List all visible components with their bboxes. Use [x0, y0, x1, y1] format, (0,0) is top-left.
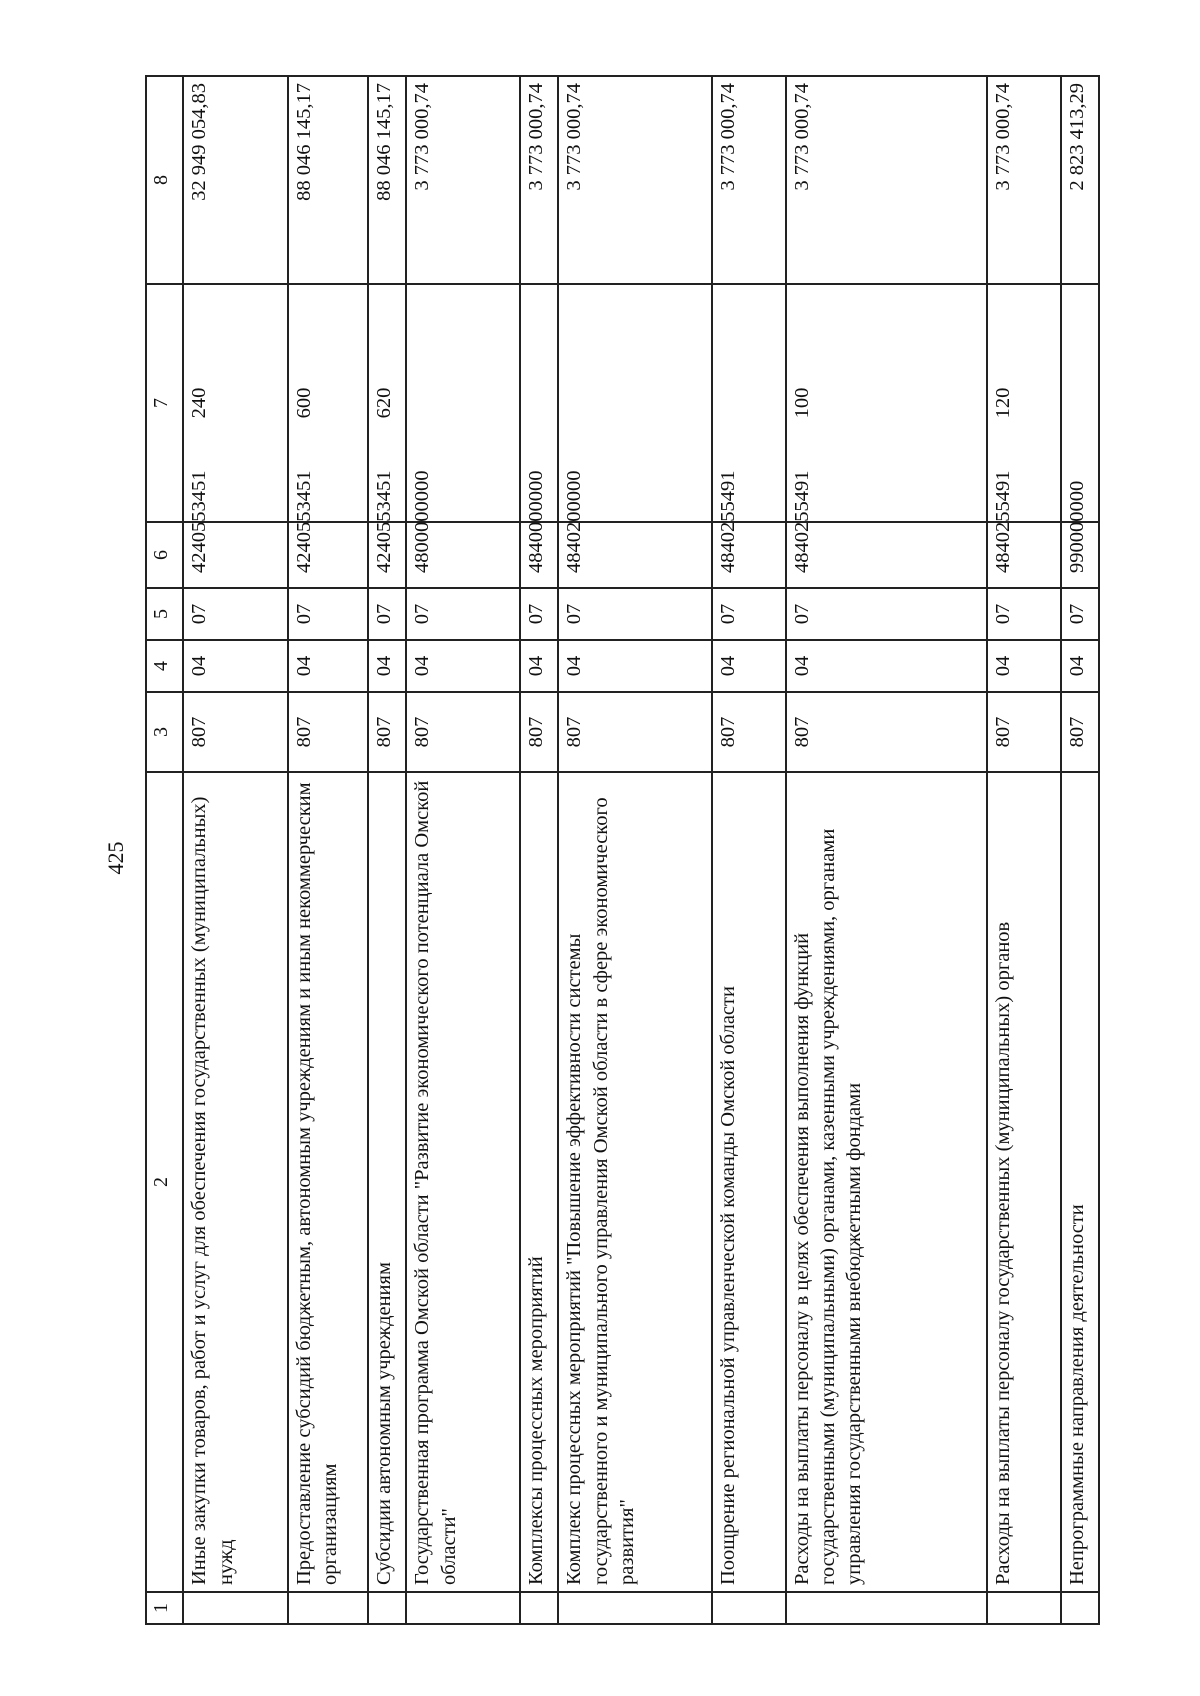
expense-name: Расходы на выплаты персоналу государственных (муниципальных) органов — [987, 772, 1060, 1592]
expense-name: Комплексы процессных мероприятий — [520, 772, 558, 1592]
section-code: 04 — [183, 640, 287, 692]
expense-name: Комплекс процессных мероприятий "Повышение эффективности системы государственного и муниципального управления Омской области в сфере экономического развития" — [558, 772, 712, 1592]
code-type: 0 — [411, 542, 434, 553]
ministry-code: 807 — [712, 692, 785, 772]
row-index-cell — [1061, 1592, 1099, 1624]
target-article-code — [183, 470, 287, 588]
col-header-3: 3 — [146, 692, 183, 772]
header-row — [146, 76, 183, 1624]
code-program: 48 — [992, 552, 1015, 573]
table-row — [786, 76, 987, 1624]
code-program: 42 — [292, 552, 315, 573]
col-header-6: 6 — [146, 522, 183, 588]
code-sub: 00 — [411, 521, 434, 543]
code-program: 48 — [790, 552, 813, 573]
ministry-code: 807 — [288, 692, 369, 772]
table-row — [558, 76, 712, 1624]
code-type: 4 — [292, 542, 315, 553]
section-code: 04 — [1061, 640, 1099, 692]
code-program: 48 — [411, 552, 434, 573]
code-sub: 02 — [992, 521, 1015, 543]
target-article-code — [406, 470, 520, 588]
amount: 88 046 145,17 — [288, 76, 369, 284]
code-direction: 53451 — [188, 470, 211, 522]
amount: 3 773 000,74 — [520, 76, 558, 284]
amount: 3 773 000,74 — [987, 76, 1060, 284]
col-header-7: 7 — [146, 284, 183, 522]
code-direction: 00000 — [525, 470, 548, 522]
target-article-code — [288, 470, 369, 588]
code-direction: 55491 — [992, 470, 1015, 522]
code-program: 42 — [188, 552, 211, 573]
section-code: 04 — [987, 640, 1060, 692]
code-type: 0 — [1065, 542, 1088, 553]
target-article-code — [987, 470, 1060, 588]
code-direction: 00000 — [411, 470, 434, 522]
ministry-code: 807 — [558, 692, 712, 772]
row-index-cell — [288, 1592, 369, 1624]
col-header-1: 1 — [146, 1592, 183, 1624]
code-direction: 55491 — [717, 470, 740, 522]
subsection-code: 07 — [368, 588, 406, 640]
code-sub: 05 — [373, 521, 396, 543]
row-index-cell — [786, 1592, 987, 1624]
ministry-code: 807 — [520, 692, 558, 772]
ministry-code: 807 — [987, 692, 1060, 772]
table-row — [368, 76, 406, 1624]
code-sub: 02 — [790, 521, 813, 543]
ministry-code: 807 — [406, 692, 520, 772]
table-row — [288, 76, 369, 1624]
page-number: 425 — [103, 841, 128, 875]
code-program: 48 — [525, 552, 548, 573]
amount: 3 773 000,74 — [558, 76, 712, 284]
ministry-code: 807 — [183, 692, 287, 772]
expense-name: Государственная программа Омской области "Развитие экономического потенциала Омской области" — [406, 772, 520, 1592]
code-type: 4 — [188, 542, 211, 553]
amount: 3 773 000,74 — [712, 76, 785, 284]
code-sub: 02 — [717, 521, 740, 543]
col-header-2: 2 — [146, 772, 183, 1592]
subsection-code: 07 — [987, 588, 1060, 640]
target-article-code — [712, 470, 785, 588]
code-type: 4 — [563, 542, 586, 553]
expense-type-code: 600 — [288, 284, 369, 522]
row-index-cell — [368, 1592, 406, 1624]
code-type: 4 — [717, 542, 740, 553]
code-direction: 53451 — [292, 470, 315, 522]
expense-type-code: 240 — [183, 284, 287, 522]
code-direction: 00000 — [1065, 480, 1088, 532]
subsection-code: 07 — [183, 588, 287, 640]
subsection-code: 07 — [558, 588, 712, 640]
target-article-code — [368, 470, 406, 588]
col-header-8: 8 — [146, 76, 183, 284]
code-direction: 55491 — [790, 470, 813, 522]
expense-type-code: 100 — [786, 284, 987, 522]
subsection-code: 07 — [786, 588, 987, 640]
col-header-5: 5 — [146, 588, 183, 640]
row-index-cell — [987, 1592, 1060, 1624]
subsection-code: 07 — [520, 588, 558, 640]
expense-name: Предоставление субсидий бюджетным, автономным учреждениям и иным некоммерческим организациям — [288, 772, 369, 1592]
ministry-code: 807 — [1061, 692, 1099, 772]
table-row — [520, 76, 558, 1624]
section-code: 04 — [558, 640, 712, 692]
code-sub: 0 — [1065, 532, 1088, 543]
code-direction: 00000 — [563, 470, 586, 522]
budget-table-rotated — [145, 75, 1100, 1625]
ministry-code: 807 — [368, 692, 406, 772]
amount: 88 046 145,17 — [368, 76, 406, 284]
code-program: 99 — [1065, 552, 1088, 573]
expense-name: Иные закупки товаров, работ и услуг для обеспечения государственных (муниципальных) нужд — [183, 772, 287, 1592]
code-sub: 05 — [292, 521, 315, 543]
budget-table — [145, 75, 1100, 1625]
expense-name: Непрограммные направления деятельности — [1061, 772, 1099, 1592]
row-index-cell — [558, 1592, 712, 1624]
code-type: 4 — [525, 542, 548, 553]
amount: 3 773 000,74 — [786, 76, 987, 284]
section-code: 04 — [368, 640, 406, 692]
table-row — [712, 76, 785, 1624]
table-row — [183, 76, 287, 1624]
expense-name: Поощрение региональной управленческой команды Омской области — [712, 772, 785, 1592]
section-code: 04 — [712, 640, 785, 692]
target-article-code — [1061, 480, 1099, 588]
section-code: 04 — [288, 640, 369, 692]
section-code: 04 — [786, 640, 987, 692]
code-program: 48 — [563, 552, 586, 573]
code-program: 42 — [373, 552, 396, 573]
code-sub: 02 — [563, 521, 586, 543]
code-direction: 53451 — [373, 470, 396, 522]
code-sub: 00 — [525, 521, 548, 543]
row-index-cell — [712, 1592, 785, 1624]
amount: 32 949 054,83 — [183, 76, 287, 284]
table-row — [406, 76, 520, 1624]
code-sub: 05 — [188, 521, 211, 543]
code-type: 4 — [373, 542, 396, 553]
target-article-code — [558, 470, 712, 588]
expense-type-code: 620 — [368, 284, 406, 522]
ministry-code: 807 — [786, 692, 987, 772]
code-type: 4 — [992, 542, 1015, 553]
subsection-code: 07 — [712, 588, 785, 640]
code-program: 48 — [717, 552, 740, 573]
table-row — [1061, 76, 1099, 1624]
expense-type-code: 120 — [987, 284, 1060, 522]
subsection-code: 07 — [288, 588, 369, 640]
row-index-cell — [406, 1592, 520, 1624]
row-index-cell — [183, 1592, 287, 1624]
col-header-4: 4 — [146, 640, 183, 692]
target-article-code — [786, 470, 987, 588]
expense-name: Расходы на выплаты персоналу в целях обеспечения выполнения функций государственными (муниципальными) органами, казенными учреждениями, органами управления государственными внебюджетными фондами — [786, 772, 987, 1592]
target-article-code — [520, 470, 558, 588]
section-code: 04 — [406, 640, 520, 692]
subsection-code: 07 — [1061, 588, 1099, 640]
row-index-cell — [520, 1592, 558, 1624]
code-type: 4 — [790, 542, 813, 553]
subsection-code: 07 — [406, 588, 520, 640]
expense-name: Субсидии автономным учреждениям — [368, 772, 406, 1592]
section-code: 04 — [520, 640, 558, 692]
amount: 3 773 000,74 — [406, 76, 520, 284]
amount: 2 823 413,29 — [1061, 76, 1099, 284]
table-row — [987, 76, 1060, 1624]
